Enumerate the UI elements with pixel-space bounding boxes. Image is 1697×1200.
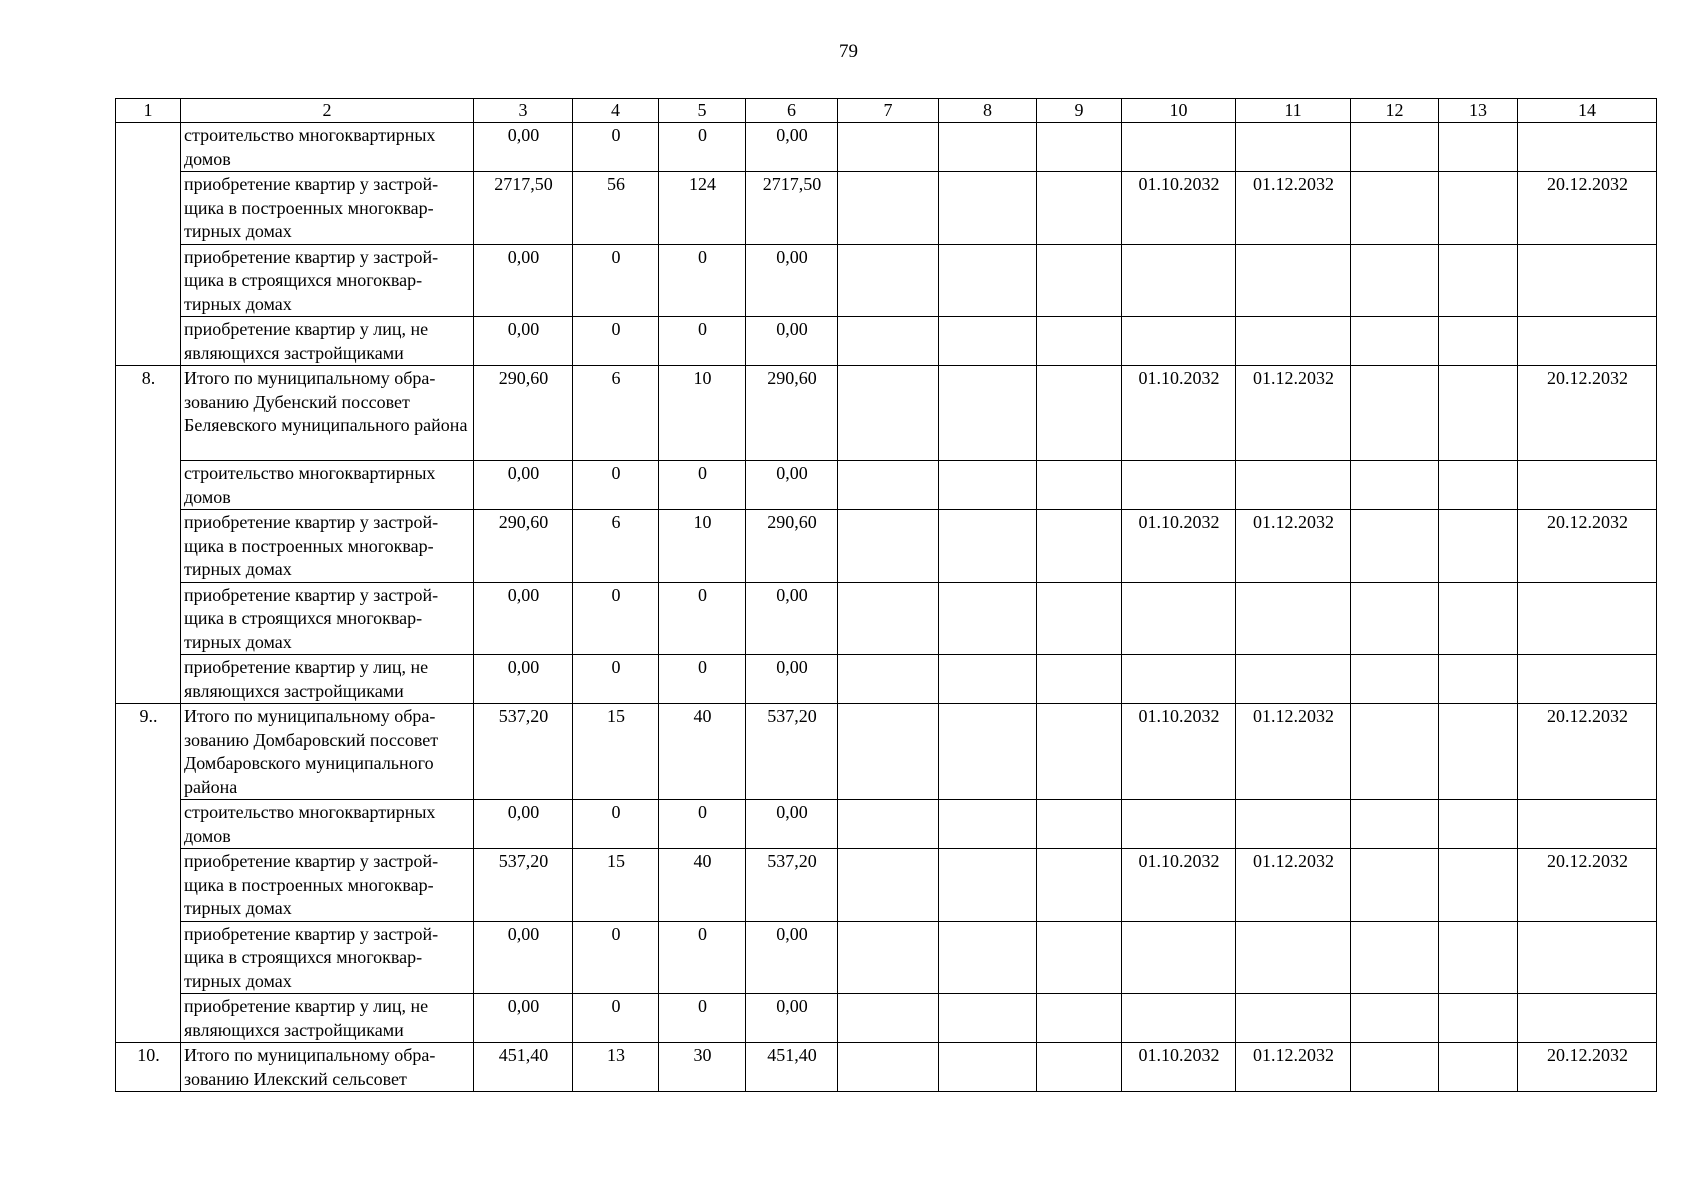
date-cell <box>1236 244 1351 317</box>
empty-cell <box>1037 172 1122 245</box>
amount-cell: 0,00 <box>474 921 573 994</box>
date-cell: 01.10.2032 <box>1122 510 1236 583</box>
empty-cell <box>939 1043 1037 1092</box>
empty-cell <box>838 655 939 704</box>
count-cell: 0 <box>659 655 746 704</box>
empty-cell <box>1439 244 1518 317</box>
header-cell: 12 <box>1351 99 1439 123</box>
row-number-cell <box>116 123 181 366</box>
empty-cell <box>1037 921 1122 994</box>
empty-cell <box>1037 510 1122 583</box>
amount-cell: 0,00 <box>474 244 573 317</box>
empty-cell <box>838 994 939 1043</box>
date-cell: 20.12.2032 <box>1518 849 1657 922</box>
empty-cell <box>939 921 1037 994</box>
empty-cell <box>838 921 939 994</box>
empty-cell <box>1037 123 1122 172</box>
empty-cell <box>838 123 939 172</box>
count-cell: 0 <box>573 244 659 317</box>
date-cell <box>1236 461 1351 510</box>
date-cell: 01.12.2032 <box>1236 1043 1351 1092</box>
count-cell: 0 <box>573 994 659 1043</box>
header-cell: 4 <box>573 99 659 123</box>
count-cell: 0 <box>659 123 746 172</box>
empty-cell <box>939 800 1037 849</box>
amount-cell: 537,20 <box>474 849 573 922</box>
header-cell: 1 <box>116 99 181 123</box>
header-cell: 8 <box>939 99 1037 123</box>
empty-cell <box>1351 510 1439 583</box>
empty-cell <box>1037 366 1122 461</box>
empty-cell <box>939 123 1037 172</box>
description-cell: Итого по муниципальному обра-зованию Дубенский поссовет Беляевского муниципального района <box>181 366 474 461</box>
empty-cell <box>838 704 939 800</box>
date-cell: 01.12.2032 <box>1236 172 1351 245</box>
description-cell: приобретение квартир у лиц, не являющихся застройщиками <box>181 655 474 704</box>
empty-cell <box>838 317 939 366</box>
empty-cell <box>1351 244 1439 317</box>
amount-cell: 290,60 <box>474 510 573 583</box>
description-cell: приобретение квартир у застрой-щика в построенных многоквар-тирных домах <box>181 849 474 922</box>
amount-cell: 0,00 <box>746 582 838 655</box>
empty-cell <box>939 994 1037 1043</box>
count-cell: 0 <box>573 921 659 994</box>
housing-program-table <box>115 98 1657 1092</box>
date-cell <box>1122 123 1236 172</box>
empty-cell <box>838 800 939 849</box>
empty-cell <box>1351 123 1439 172</box>
count-cell: 0 <box>659 461 746 510</box>
description-cell: строительство многоквартирных домов <box>181 800 474 849</box>
amount-cell: 0,00 <box>746 123 838 172</box>
amount-cell: 451,40 <box>474 1043 573 1092</box>
empty-cell <box>1439 582 1518 655</box>
date-cell: 20.12.2032 <box>1518 510 1657 583</box>
amount-cell: 0,00 <box>474 994 573 1043</box>
empty-cell <box>939 849 1037 922</box>
amount-cell: 290,60 <box>746 510 838 583</box>
empty-cell <box>1037 1043 1122 1092</box>
empty-cell <box>1439 994 1518 1043</box>
amount-cell: 537,20 <box>746 849 838 922</box>
count-cell: 15 <box>573 704 659 800</box>
empty-cell <box>838 849 939 922</box>
empty-cell <box>1351 317 1439 366</box>
empty-cell <box>838 461 939 510</box>
empty-cell <box>1439 655 1518 704</box>
date-cell <box>1518 994 1657 1043</box>
description-cell: приобретение квартир у застрой-щика в построенных многоквар-тирных домах <box>181 172 474 245</box>
header-cell: 2 <box>181 99 474 123</box>
row-number-cell: 9.. <box>116 704 181 1043</box>
date-cell: 20.12.2032 <box>1518 704 1657 800</box>
date-cell <box>1518 582 1657 655</box>
empty-cell <box>838 582 939 655</box>
count-cell: 10 <box>659 366 746 461</box>
empty-cell <box>1439 172 1518 245</box>
header-cell: 9 <box>1037 99 1122 123</box>
date-cell: 01.10.2032 <box>1122 704 1236 800</box>
table-body <box>116 123 1657 1092</box>
empty-cell <box>1351 994 1439 1043</box>
count-cell: 30 <box>659 1043 746 1092</box>
empty-cell <box>1351 921 1439 994</box>
date-cell <box>1518 655 1657 704</box>
empty-cell <box>1037 317 1122 366</box>
empty-cell <box>1439 849 1518 922</box>
empty-cell <box>1439 123 1518 172</box>
count-cell: 0 <box>573 582 659 655</box>
amount-cell: 290,60 <box>474 366 573 461</box>
amount-cell: 0,00 <box>474 800 573 849</box>
header-cell: 13 <box>1439 99 1518 123</box>
count-cell: 40 <box>659 849 746 922</box>
count-cell: 0 <box>659 582 746 655</box>
column-number-header-row <box>116 99 1657 123</box>
count-cell: 6 <box>573 510 659 583</box>
description-cell: Итого по муниципальному обра-зованию Домбаровский поссовет Домбаровского муниципального района <box>181 704 474 800</box>
date-cell <box>1122 317 1236 366</box>
count-cell: 0 <box>573 123 659 172</box>
empty-cell <box>1439 1043 1518 1092</box>
empty-cell <box>939 510 1037 583</box>
count-cell: 0 <box>573 317 659 366</box>
count-cell: 40 <box>659 704 746 800</box>
description-cell: приобретение квартир у застрой-щика в строящихся многоквар-тирных домах <box>181 921 474 994</box>
empty-cell <box>1351 1043 1439 1092</box>
empty-cell <box>838 172 939 245</box>
empty-cell <box>1351 172 1439 245</box>
empty-cell <box>1351 582 1439 655</box>
date-cell <box>1236 994 1351 1043</box>
count-cell: 0 <box>573 655 659 704</box>
empty-cell <box>1037 800 1122 849</box>
count-cell: 6 <box>573 366 659 461</box>
empty-cell <box>1439 800 1518 849</box>
date-cell <box>1122 244 1236 317</box>
date-cell: 20.12.2032 <box>1518 1043 1657 1092</box>
amount-cell: 0,00 <box>746 317 838 366</box>
date-cell <box>1236 655 1351 704</box>
count-cell: 124 <box>659 172 746 245</box>
date-cell <box>1122 461 1236 510</box>
description-cell: приобретение квартир у лиц, не являющихся застройщиками <box>181 317 474 366</box>
empty-cell <box>939 704 1037 800</box>
header-cell: 6 <box>746 99 838 123</box>
amount-cell: 0,00 <box>746 800 838 849</box>
date-cell <box>1236 317 1351 366</box>
empty-cell <box>1037 849 1122 922</box>
empty-cell <box>1351 849 1439 922</box>
date-cell: 01.12.2032 <box>1236 510 1351 583</box>
row-number-cell: 10. <box>116 1043 181 1092</box>
empty-cell <box>939 582 1037 655</box>
table-row <box>116 1043 1657 1092</box>
row-number-cell: 8. <box>116 366 181 704</box>
date-cell: 01.12.2032 <box>1236 704 1351 800</box>
empty-cell <box>838 1043 939 1092</box>
empty-cell <box>1439 366 1518 461</box>
empty-cell <box>1037 655 1122 704</box>
amount-cell: 2717,50 <box>474 172 573 245</box>
date-cell <box>1122 800 1236 849</box>
date-cell <box>1236 123 1351 172</box>
date-cell <box>1518 461 1657 510</box>
date-cell <box>1236 921 1351 994</box>
amount-cell: 0,00 <box>746 244 838 317</box>
amount-cell: 0,00 <box>746 655 838 704</box>
empty-cell <box>939 244 1037 317</box>
count-cell: 0 <box>659 800 746 849</box>
empty-cell <box>1037 244 1122 317</box>
empty-cell <box>939 172 1037 245</box>
empty-cell <box>1037 704 1122 800</box>
table-row <box>116 366 1657 461</box>
description-cell: строительство многоквартирных домов <box>181 123 474 172</box>
table-row <box>116 244 1657 317</box>
header-cell: 10 <box>1122 99 1236 123</box>
date-cell <box>1122 582 1236 655</box>
table-row <box>116 461 1657 510</box>
empty-cell <box>939 366 1037 461</box>
table-row <box>116 582 1657 655</box>
table-row <box>116 849 1657 922</box>
description-cell: приобретение квартир у застрой-щика в строящихся многоквар-тирных домах <box>181 244 474 317</box>
page-number: 79 <box>839 41 858 62</box>
header-cell: 5 <box>659 99 746 123</box>
date-cell: 20.12.2032 <box>1518 366 1657 461</box>
empty-cell <box>838 366 939 461</box>
header-cell: 3 <box>474 99 573 123</box>
empty-cell <box>939 655 1037 704</box>
description-cell: приобретение квартир у лиц, не являющихся застройщиками <box>181 994 474 1043</box>
count-cell: 13 <box>573 1043 659 1092</box>
count-cell: 15 <box>573 849 659 922</box>
date-cell: 01.10.2032 <box>1122 849 1236 922</box>
table-row <box>116 655 1657 704</box>
table-row <box>116 921 1657 994</box>
description-cell: Итого по муниципальному обра-зованию Илекский сельсовет <box>181 1043 474 1092</box>
amount-cell: 537,20 <box>746 704 838 800</box>
date-cell <box>1518 800 1657 849</box>
amount-cell: 0,00 <box>474 655 573 704</box>
count-cell: 0 <box>659 317 746 366</box>
date-cell <box>1518 244 1657 317</box>
date-cell: 01.10.2032 <box>1122 1043 1236 1092</box>
empty-cell <box>1439 704 1518 800</box>
date-cell <box>1122 655 1236 704</box>
empty-cell <box>838 244 939 317</box>
empty-cell <box>1351 800 1439 849</box>
date-cell <box>1122 921 1236 994</box>
empty-cell <box>1351 366 1439 461</box>
empty-cell <box>1351 461 1439 510</box>
date-cell <box>1122 994 1236 1043</box>
amount-cell: 0,00 <box>746 994 838 1043</box>
amount-cell: 0,00 <box>474 123 573 172</box>
count-cell: 0 <box>659 994 746 1043</box>
table-row <box>116 800 1657 849</box>
empty-cell <box>939 317 1037 366</box>
empty-cell <box>1439 510 1518 583</box>
amount-cell: 0,00 <box>746 921 838 994</box>
empty-cell <box>1037 582 1122 655</box>
date-cell: 01.12.2032 <box>1236 366 1351 461</box>
table-row <box>116 172 1657 245</box>
table-row <box>116 317 1657 366</box>
date-cell: 01.10.2032 <box>1122 366 1236 461</box>
amount-cell: 2717,50 <box>746 172 838 245</box>
empty-cell <box>1439 317 1518 366</box>
date-cell <box>1236 582 1351 655</box>
empty-cell <box>1439 461 1518 510</box>
table-row <box>116 510 1657 583</box>
amount-cell: 0,00 <box>474 317 573 366</box>
description-cell: строительство многоквартирных домов <box>181 461 474 510</box>
date-cell <box>1236 800 1351 849</box>
amount-cell: 290,60 <box>746 366 838 461</box>
date-cell: 20.12.2032 <box>1518 172 1657 245</box>
empty-cell <box>1351 655 1439 704</box>
empty-cell <box>1037 994 1122 1043</box>
count-cell: 0 <box>573 461 659 510</box>
description-cell: приобретение квартир у застрой-щика в строящихся многоквар-тирных домах <box>181 582 474 655</box>
table-row <box>116 123 1657 172</box>
header-cell: 14 <box>1518 99 1657 123</box>
table-row <box>116 994 1657 1043</box>
date-cell <box>1518 123 1657 172</box>
empty-cell <box>1439 921 1518 994</box>
amount-cell: 0,00 <box>746 461 838 510</box>
empty-cell <box>939 461 1037 510</box>
count-cell: 56 <box>573 172 659 245</box>
empty-cell <box>838 510 939 583</box>
amount-cell: 0,00 <box>474 461 573 510</box>
count-cell: 10 <box>659 510 746 583</box>
empty-cell <box>1037 461 1122 510</box>
date-cell: 01.12.2032 <box>1236 849 1351 922</box>
date-cell: 01.10.2032 <box>1122 172 1236 245</box>
amount-cell: 0,00 <box>474 582 573 655</box>
date-cell <box>1518 317 1657 366</box>
count-cell: 0 <box>573 800 659 849</box>
count-cell: 0 <box>659 244 746 317</box>
table-row <box>116 704 1657 800</box>
description-cell: приобретение квартир у застрой-щика в построенных многоквар-тирных домах <box>181 510 474 583</box>
date-cell <box>1518 921 1657 994</box>
amount-cell: 537,20 <box>474 704 573 800</box>
header-cell: 11 <box>1236 99 1351 123</box>
header-cell: 7 <box>838 99 939 123</box>
amount-cell: 451,40 <box>746 1043 838 1092</box>
count-cell: 0 <box>659 921 746 994</box>
empty-cell <box>1351 704 1439 800</box>
